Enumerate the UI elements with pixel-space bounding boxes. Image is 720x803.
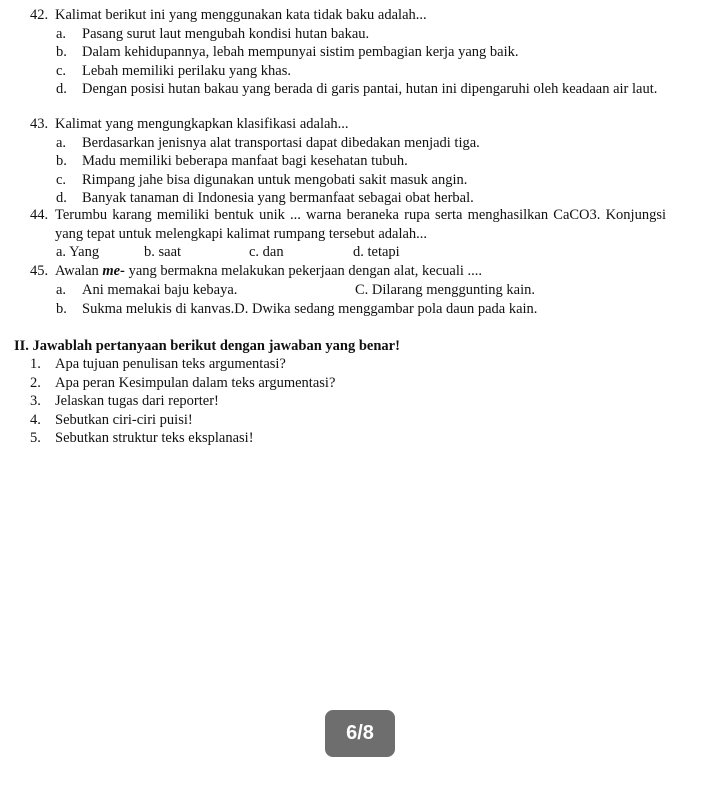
question-number: 45. — [30, 263, 49, 279]
item-text: Jelaskan tugas dari reporter! — [55, 393, 219, 409]
essay-item — [30, 374, 335, 393]
question-text: Kalimat yang mengungkapkan klasifikasi adalah... — [55, 116, 349, 132]
essay-item — [30, 411, 335, 430]
option-letter: b. — [56, 153, 67, 169]
option-text: Berdasarkan jenisnya alat transportasi dapat dibedakan menjadi tiga. — [82, 134, 480, 151]
item-number: 3. — [30, 393, 41, 409]
options-row-2 — [56, 300, 670, 319]
essay-item — [30, 429, 335, 448]
option-text: Lebah memiliki perilaku yang khas. — [82, 62, 291, 79]
option-letter: c. — [56, 171, 67, 188]
item-number: 4. — [30, 411, 41, 428]
option-b-text: Sukma melukis di kanvas.D. Dwika sedang menggambar pola daun pada kain. — [82, 301, 538, 317]
option-b — [56, 152, 670, 171]
question-number: 42. — [30, 7, 49, 23]
option-d: d. tetapi — [353, 244, 400, 260]
option-d — [56, 189, 670, 208]
option-c: C. Dilarang menggunting kain. — [355, 281, 536, 298]
item-text: Apa tujuan penulisan teks argumentasi? — [55, 356, 286, 372]
item-text: Sebutkan ciri-ciri puisi! — [55, 411, 193, 428]
item-number: 1. — [30, 356, 41, 372]
option-c — [56, 171, 670, 190]
essay-list — [30, 355, 335, 448]
option-a-text: Ani memakai baju kebaya. — [82, 281, 238, 298]
option-text: Dengan posisi hutan bakau yang berada di garis pantai, hutan ini dipengaruhi oleh keadaan air laut. — [82, 81, 658, 97]
essay-item — [30, 355, 335, 374]
question-43 — [30, 115, 670, 208]
section-heading: II. Jawablah pertanyaan berikut dengan jawaban yang benar! — [14, 338, 400, 354]
option-letter: d. — [56, 190, 67, 206]
question-number: 43. — [30, 116, 49, 132]
question-text: Terumbu karang memiliki bentuk unik ... warna beraneka rupa serta menghasilkan CaCO3. Konjungsi yang tepat untuk melengkapi kalimat rumpang tersebut adalah... — [55, 207, 666, 242]
page-indicator: 6/8 — [325, 710, 395, 757]
option-b — [56, 43, 670, 62]
question-text-start: Awalan — [55, 263, 103, 279]
item-text: Apa peran Kesimpulan dalam teks argumentasi? — [55, 374, 336, 391]
option-letter: a. — [56, 134, 67, 151]
option-c — [56, 62, 670, 81]
option-c: c. dan — [249, 244, 284, 260]
option-text: Madu memiliki beberapa manfaat bagi kesehatan tubuh. — [82, 153, 408, 169]
question-44 — [30, 206, 666, 262]
option-a: a. Yang — [56, 244, 100, 260]
question-emphasis: me- — [102, 263, 125, 279]
option-text: Dalam kehidupannya, lebah mempunyai sistim pembagian kerja yang baik. — [82, 44, 519, 60]
option-letter: b. — [56, 44, 67, 60]
question-45 — [30, 262, 670, 319]
option-letter: a. — [56, 25, 67, 42]
option-a — [56, 25, 670, 44]
question-text-end: yang bermakna melakukan pekerjaan dengan alat, kecuali .... — [124, 263, 483, 279]
question-number: 44. — [30, 207, 49, 223]
option-a — [56, 134, 670, 153]
question-text: Kalimat berikut ini yang menggunakan kata tidak baku adalah... — [55, 7, 427, 23]
essay-item — [30, 392, 335, 411]
question-42 — [30, 6, 670, 99]
option-a-letter: a. — [56, 281, 67, 298]
inline-options — [56, 243, 666, 262]
option-b-letter: b. — [56, 301, 67, 317]
item-number: 2. — [30, 374, 41, 391]
item-text: Sebutkan struktur teks eksplanasi! — [55, 430, 254, 446]
option-b: b. saat — [144, 244, 182, 260]
options-row-1 — [56, 281, 670, 300]
option-letter: c. — [56, 62, 67, 79]
option-text: Rimpang jahe bisa digunakan untuk mengobati sakit masuk angin. — [82, 171, 468, 188]
item-number: 5. — [30, 430, 41, 446]
option-text: Banyak tanaman di Indonesia yang bermanfaat sebagai obat herbal. — [82, 190, 474, 206]
option-letter: d. — [56, 81, 67, 97]
option-d — [56, 80, 670, 99]
option-text: Pasang surut laut mengubah kondisi hutan bakau. — [82, 25, 370, 42]
